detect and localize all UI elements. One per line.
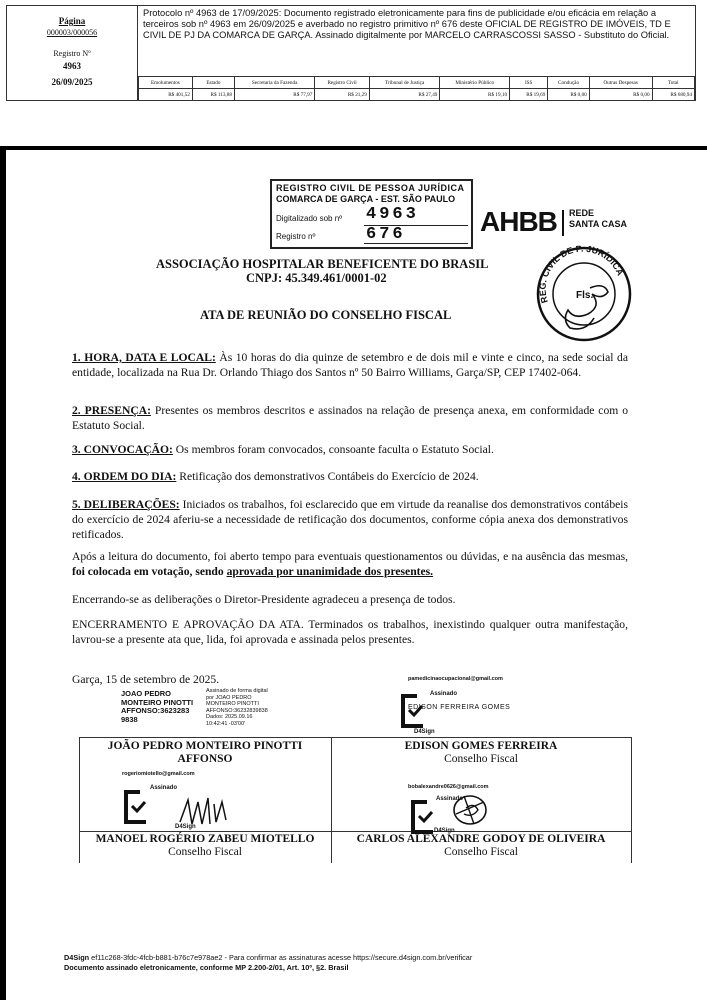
- section-4-head: 4. ORDEM DO DIA:: [72, 470, 177, 483]
- section-2-text: Presentes os membros descritos e assinados na relação de presença anexa, em conformidade com o Estatuto Social.: [72, 404, 628, 432]
- section-3: [72, 442, 628, 457]
- paragraph-approval: ENCERRAMENTO E APROVAÇÃO DA ATA. Terminados os trabalhos, inexistindo qualquer outra manifestação, lavrou-se a presente ata que, lida, foi aprovada e assinada pelos presentes.: [72, 618, 628, 646]
- stamp-digitalizado-value: 4963: [366, 205, 419, 224]
- fee-values-row: [139, 89, 695, 101]
- section-1: [72, 350, 628, 380]
- digital-sig-line: MONTEIRO PINOTTI: [121, 697, 194, 707]
- digital-sig-line: AFFONSO:36232839838: [206, 707, 268, 714]
- signer-3: [89, 833, 321, 859]
- d4sign-label: D4Sign: [175, 824, 196, 830]
- digital-sig-line: 9838: [121, 714, 138, 724]
- email-carlos: bobalexandre0626@gmail.com: [408, 784, 489, 790]
- edison-handwritten-name: EDISON FERREIRA GOMES: [408, 704, 511, 711]
- signer-4-role: Conselho Fiscal: [444, 846, 518, 858]
- digital-sig-line: JOAO PEDRO: [121, 689, 172, 698]
- stamp-line-2: COMARCA DE GARÇA - EST. SÃO PAULO: [276, 194, 456, 204]
- digital-sig-right: [206, 688, 268, 728]
- pagina-value: 000003/000056: [46, 28, 98, 37]
- logo-sub-line1: REDE: [569, 208, 595, 218]
- grid-line: [79, 737, 632, 738]
- d4sign-check-icon: [118, 786, 162, 830]
- digital-sig-line: Dados: 2025.09.16: [206, 714, 253, 721]
- logo-divider: [562, 210, 564, 236]
- grid-line: [79, 737, 80, 863]
- section-2-head: 2. PRESENÇA:: [72, 404, 151, 417]
- section-4-text: Retificação dos demonstrativos Contábeis do Exercício de 2024.: [176, 470, 479, 483]
- document-title: ATA DE REUNIÃO DO CONSELHO FISCAL: [200, 308, 452, 322]
- protocol-text: Protocolo nº 4963 de 17/09/2025: Documento registrado eletronicamente para fins de publicidade e/ou eficácia em relação a terceiros sob nº 4963 em 26/09/2025 e averbado no registro primitivo nº 676 deste OFICIAL DE REGISTRO DE IMÓVEIS, TD E CIVIL DE PJ DA COMARCA DE GARÇA. Assinado digitalmente por MARCELO CARRASCOSSI SASSO - Substituto do Oficial.: [143, 8, 671, 40]
- signer-2: [341, 740, 621, 766]
- section-1-head: 1. HORA, DATA E LOCAL:: [72, 351, 216, 364]
- fee-header-cell: Estado: [192, 77, 234, 89]
- footer-hash-text: ef11c268-3fdc-4fcb-b881-b76c7e978ae2 - Para confirmar as assinaturas acesse https://secure.d4sign.com.br/verificar: [89, 953, 473, 962]
- d4sign-footer-line1: [64, 953, 472, 962]
- fee-header-cell: Total: [652, 77, 694, 89]
- fee-header-cell: Registro Civil: [315, 77, 370, 89]
- stamp-registro-label: Registro nº: [276, 232, 316, 241]
- registro-value: 4963: [63, 61, 81, 71]
- seal-fls: Fls.: [576, 290, 594, 301]
- stamp-line-1: REGISTRO CIVIL DE PESSOA JURÍDICA: [276, 183, 465, 193]
- section-5: [72, 497, 628, 542]
- fee-value-cell: R$ 77,97: [234, 89, 314, 101]
- registry-header: [6, 5, 696, 101]
- digital-sig-line: por JOAO PEDRO: [206, 694, 252, 701]
- fee-value-cell: R$ 0,00: [589, 89, 652, 101]
- digital-sig-line: Assinado de forma digital: [206, 688, 268, 694]
- signer-1: [89, 740, 321, 766]
- pagina-label: Página: [58, 16, 86, 26]
- d4sign-footer-line2: Documento assinado eletronicamente, conforme MP 2.200-2/01, Art. 10º, §2. Brasil: [64, 963, 349, 972]
- stamp-rule: [364, 243, 468, 244]
- section-4: [72, 469, 628, 484]
- fee-header-cell: Ministério Público: [440, 77, 510, 89]
- d4sign-label: D4Sign: [414, 729, 435, 735]
- registro-label: Registro Nº: [53, 49, 91, 58]
- paragraph-closing: Encerrando-se as deliberações o Diretor-Presidente agradeceu a presença de todos.: [72, 593, 456, 606]
- fee-value-cell: R$ 21,29: [315, 89, 370, 101]
- organization-name: ASSOCIAÇÃO HOSPITALAR BENEFICENTE DO BRASIL: [156, 257, 489, 271]
- registry-id-panel: [7, 6, 138, 100]
- signer-3-role: Conselho Fiscal: [168, 846, 242, 858]
- registry-stamp: [270, 179, 473, 249]
- fee-header-cell: Condução: [548, 77, 589, 89]
- signer-1-name: JOÃO PEDRO MONTEIRO PINOTTI AFFONSO: [107, 740, 303, 765]
- fee-header-cell: Emolumentos: [139, 77, 193, 89]
- section-3-text: Os membros foram convocados, consoante faculta o Estatuto Social.: [172, 443, 494, 456]
- fee-table: [138, 76, 695, 101]
- grid-line: [631, 737, 632, 863]
- stamp-registro-value: 676: [366, 225, 406, 244]
- email-manoel: rogeriomiotello@gmail.com: [122, 771, 195, 777]
- digital-sig-line: MONTEIRO PINOTTI: [206, 701, 259, 708]
- digital-sig-line: AFFONSO:3623283: [121, 706, 190, 715]
- fee-header-row: [139, 77, 695, 89]
- d4sign-label: D4Sign: [434, 828, 455, 834]
- signer-2-name: EDISON GOMES FERREIRA: [404, 740, 558, 752]
- logo-sub-line2: SANTA CASA: [569, 219, 627, 229]
- grid-line: [79, 831, 632, 832]
- paragraph-vote-a: Após a leitura do documento, foi aberto tempo para eventuais questionamentos ou dúvidas, e na ausência das mesmas,: [72, 550, 628, 563]
- fee-value-cell: R$ 401,52: [139, 89, 193, 101]
- registry-seal: [530, 240, 638, 348]
- fee-header-cell: Tribunal de Justiça: [369, 77, 440, 89]
- fee-value-cell: R$ 19,69: [510, 89, 548, 101]
- signer-4-name: CARLOS ALEXANDRE GODOY DE OLIVEIRA: [356, 833, 606, 845]
- fee-value-cell: R$ 27,49: [369, 89, 440, 101]
- fee-value-cell: R$ 680,94: [652, 89, 694, 101]
- assinado-label: Assinado: [150, 785, 178, 791]
- fee-header-cell: Outras Despesas: [589, 77, 652, 89]
- fee-header-cell: Secretaria da Fazenda: [234, 77, 314, 89]
- section-3-head: 3. CONVOCAÇÃO:: [72, 443, 173, 456]
- signer-2-role: Conselho Fiscal: [444, 753, 518, 765]
- organization-cnpj: CNPJ: 45.349.461/0001-02: [246, 271, 387, 285]
- email-edison: pamedicinaocupacional@gmail.com: [408, 676, 503, 682]
- footer-d4sign: D4Sign: [64, 953, 90, 962]
- place-date: Garça, 15 de setembro de 2025.: [72, 673, 220, 686]
- fee-value-cell: R$ 113,88: [192, 89, 234, 101]
- signer-4: [349, 833, 613, 859]
- fee-value-cell: R$ 0,00: [548, 89, 589, 101]
- fee-value-cell: R$ 19,10: [440, 89, 510, 101]
- section-5-text: Iniciados os trabalhos, foi esclarecido que em virtude da reanalise dos demonstrativos contábeis do exercício de 2024 aferiu-se a necessidade de retificação dos documentos, conforme cópia anexa dos demonstrativos retificados.: [72, 498, 628, 541]
- paragraph-vote: [72, 549, 628, 579]
- carlos-signature-scribble: [446, 790, 496, 830]
- grid-line: [331, 737, 332, 863]
- digital-sig-left: [121, 690, 193, 724]
- assinado-label: Assinado: [436, 796, 464, 802]
- section-5-head: 5. DELIBERAÇÕES:: [72, 498, 180, 511]
- logo-subtitle: [569, 208, 627, 230]
- paragraph-vote-c: aprovada por unanimidade dos presentes.: [226, 565, 434, 578]
- paragraph-vote-b: foi colocada em votação, sendo: [72, 565, 227, 578]
- assinado-label: Assinado: [430, 691, 458, 697]
- fee-header-cell: ISS: [510, 77, 548, 89]
- seal-arc-text: REG. CIVIL DE P. JURÍDICA: [537, 243, 626, 305]
- signer-3-name: MANOEL ROGÉRIO ZABEU MIOTELLO: [95, 833, 315, 845]
- registro-date: 26/09/2025: [51, 77, 93, 87]
- ahbb-logo: AHBB: [480, 206, 557, 237]
- stamp-digitalizado-label: Digitalizado sob nº: [276, 214, 343, 223]
- section-2: [72, 403, 628, 433]
- section-1-text: Às 10 horas do dia quinze de setembro e de dois mil e vinte e cinco, na sede social da entidade, localizada na Rua Dr. Orlando Thiago dos Santos nº 50 Bairro Williams, Garça/SP, CEP 17402-064.: [72, 351, 628, 379]
- digital-sig-line: 10:42:41 -03'00': [206, 720, 246, 727]
